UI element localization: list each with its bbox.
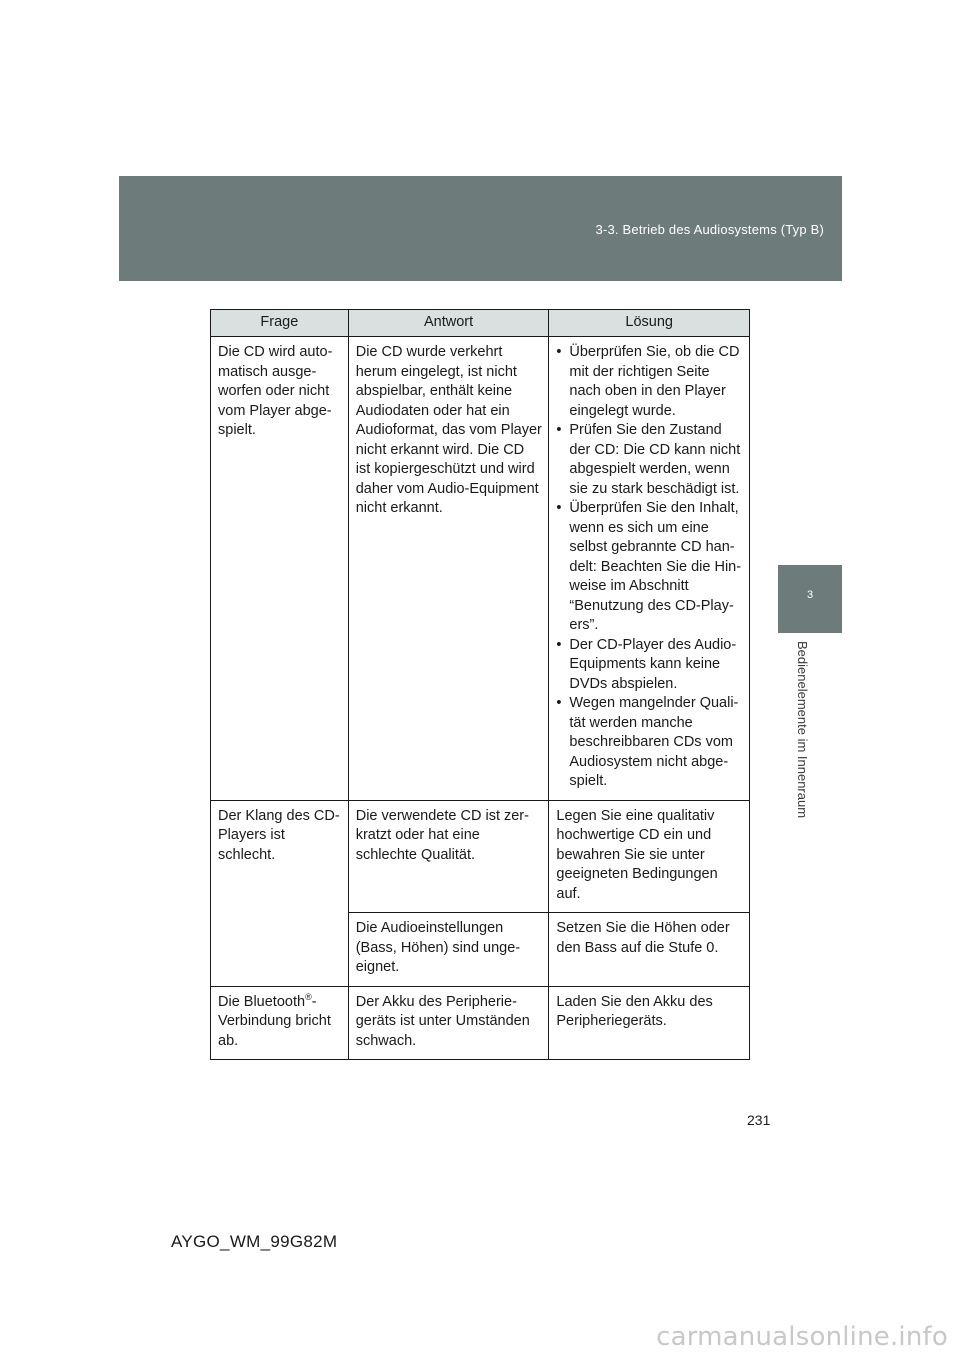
column-header-loesung: Lösung xyxy=(549,310,750,337)
solution-cell: Laden Sie den Akku des Peripheriegeräts. xyxy=(549,986,750,1060)
chapter-number: 3 xyxy=(806,589,814,601)
table-row xyxy=(211,800,750,913)
answer-cell: Der Akku des Peripherie-geräts ist unter Umständen schwach. xyxy=(348,986,549,1060)
watermark: carmanualsonline.info xyxy=(656,1322,948,1352)
question-cell: Der Klang des CD-Players ist schlecht. xyxy=(211,800,349,986)
table-row xyxy=(211,986,750,1060)
question-cell: Die CD wird auto-matisch ausge-worfen oder nicht vom Player abge-spielt. xyxy=(211,337,349,801)
solution-item: • Prüfen Sie den Zustand der CD: Die CD kann nicht abgespielt werden, wenn sie zu stark beschädigt ist. xyxy=(556,421,743,499)
answer-cell: Die verwendete CD ist zer-kratzt oder hat eine schlechte Qualität. xyxy=(348,800,549,913)
section-title: 3-3. Betrieb des Audiosystems (Typ B) xyxy=(595,222,824,237)
solution-item: • Überprüfen Sie, ob die CD mit der richtigen Seite nach oben in den Player eingelegt wurde. xyxy=(556,343,743,421)
page-number: 231 xyxy=(747,1112,771,1128)
troubleshooting-table xyxy=(210,309,750,1060)
chapter-tab xyxy=(778,565,842,633)
document-code: AYGO_WM_99G82M xyxy=(171,1232,338,1251)
solution-item: • Der CD-Player des Audio-Equipments kann keine DVDs abspielen. xyxy=(556,636,743,695)
section-header-band xyxy=(119,176,842,281)
solution-cell: Setzen Sie die Höhen oder den Bass auf die Stufe 0. xyxy=(549,913,750,987)
table-row xyxy=(211,337,750,801)
solution-cell xyxy=(549,337,750,801)
solution-item: • Überprüfen Sie den Inhalt, wenn es sich um eine selbst gebrannte CD han-delt: Beachten Sie die Hin-weise im Abschnitt “Benutzung des CD-Play-ers”. xyxy=(556,499,743,636)
solution-item: • Wegen mangelnder Quali-tät werden manche beschreibbaren CDs vom Audiosystem nicht abge-spielt. xyxy=(556,694,743,792)
column-header-frage: Frage xyxy=(211,310,349,337)
solution-cell: Legen Sie eine qualitativ hochwertige CD ein und bewahren Sie sie unter geeigneten Bedingungen auf. xyxy=(549,800,750,913)
table-header-row xyxy=(211,310,750,337)
answer-cell: Die Audioeinstellungen (Bass, Höhen) sind unge-eignet. xyxy=(348,913,549,987)
registered-mark: ® xyxy=(305,991,312,1002)
answer-cell: Die CD wurde verkehrt herum eingelegt, ist nicht abspielbar, enthält keine Audiodaten oder hat ein Audioformat, das vom Player nicht erkannt wird. Die CD ist kopiergeschützt und wird daher vom Audio-Equipment nicht erkannt. xyxy=(348,337,549,801)
chapter-label: Bedienelemente im Innenraum xyxy=(795,641,810,819)
question-cell xyxy=(211,986,349,1060)
column-header-antwort: Antwort xyxy=(348,310,549,337)
solution-list xyxy=(556,343,743,792)
question-text: Die Bluetooth xyxy=(218,993,306,1010)
question-text-suffix: -Verbindung bricht ab. xyxy=(218,993,331,1049)
